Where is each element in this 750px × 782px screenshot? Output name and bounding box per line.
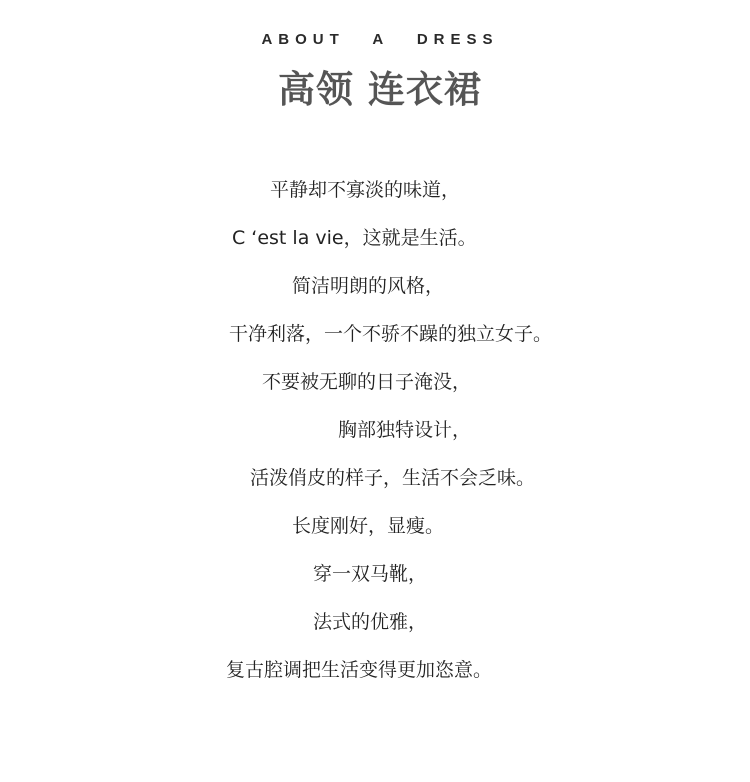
poem-line-7: 活泼俏皮的样子，生活不会乏味。 bbox=[250, 467, 536, 489]
section-subtitle: ABOUT A DRESS bbox=[261, 31, 499, 48]
poem-line-4: 干净利落，一个不骄不躁的独立女子。 bbox=[229, 323, 553, 345]
page-title: 高领 连衣裙 bbox=[278, 68, 482, 111]
poem-line-2: C ‘est la vie，这就是生活。 bbox=[232, 227, 477, 249]
poem-line-9: 穿一双马靴， bbox=[313, 563, 428, 585]
poem-line-1: 平静却不寡淡的味道， bbox=[270, 179, 461, 201]
poem-line-10: 法式的优雅， bbox=[313, 611, 428, 633]
poem-line-5: 不要被无聊的日子淹没， bbox=[262, 371, 472, 393]
poem-line-6: 胸部独特设计， bbox=[338, 419, 472, 441]
poem-line-3: 简洁明朗的风格， bbox=[292, 275, 445, 297]
poem-line-8: 长度刚好，显瘦。 bbox=[292, 515, 445, 537]
poem-line-11: 复古腔调把生活变得更加恣意。 bbox=[226, 659, 493, 681]
